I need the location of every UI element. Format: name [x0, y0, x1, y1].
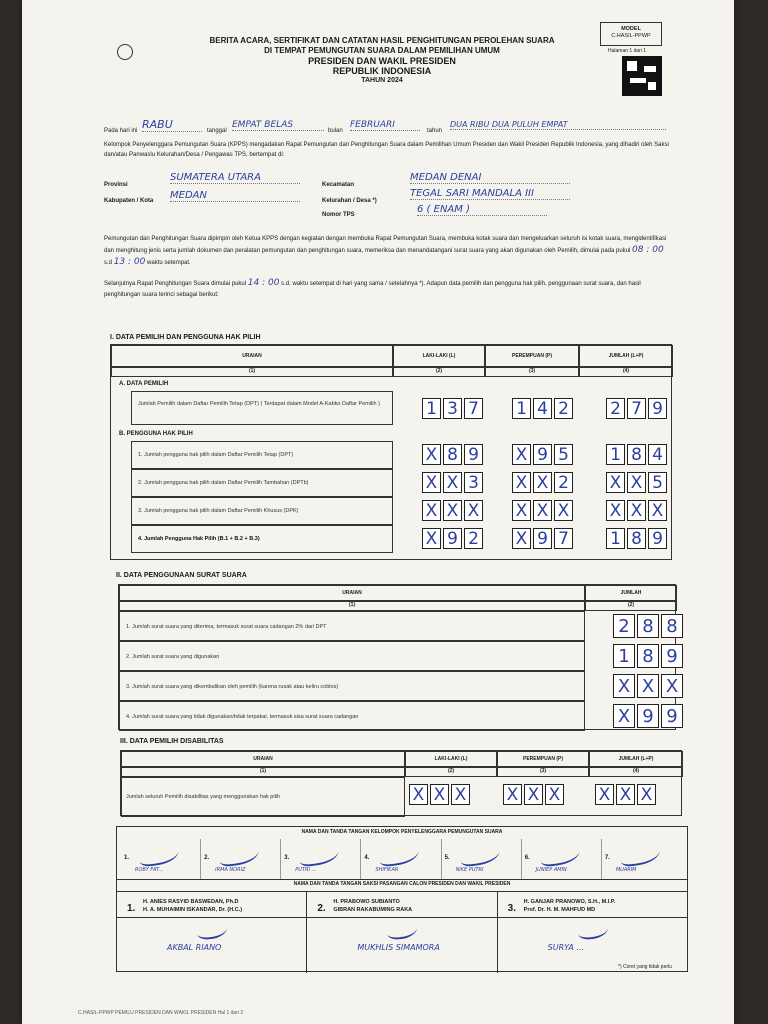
tahun-label: tahun — [427, 128, 443, 134]
signature-scribble-icon — [458, 842, 500, 867]
procedure-paragraph — [104, 234, 670, 269]
tps-value: 6 ( ENAM ) — [417, 204, 547, 216]
digit-box: 7 — [627, 398, 646, 419]
s1-b-row — [131, 469, 393, 497]
digit-box: 8 — [637, 644, 659, 668]
kpps-signature — [442, 839, 522, 879]
time-end: 13 : 00 — [113, 257, 146, 267]
digit-box: X — [533, 472, 552, 493]
s1-b-title: B. PENGGUNA HAK PILIH — [119, 431, 193, 437]
paslon-number: 2. — [317, 903, 326, 914]
s1-b-row-label: 1. Jumlah pengguna hak pilih dalam Daftar Pemilih Tetap (DPT) — [138, 452, 294, 458]
form-title — [132, 36, 632, 86]
pada-hari-label: Pada hari ini — [104, 128, 138, 134]
saksi-signature — [498, 891, 687, 973]
title-line1: BERITA ACARA, SERTIFIKAT DAN CATATAN HASIL PENGHITUNGAN PEROLEHAN SUARA — [209, 36, 555, 45]
digit-box: X — [637, 784, 656, 805]
s2-header-uraian: URAIAN — [342, 590, 362, 596]
digit-box: X — [661, 674, 683, 698]
s1-b-row-label: 4. Jumlah Pengguna Hak Pilih (B.1 + B.2 + B.3) — [138, 536, 260, 542]
digit-box: 2 — [613, 614, 635, 638]
s1-b-row-label: 3. Jumlah pengguna hak pilih dalam Daftar Pemilih Khusus (DPK) — [138, 508, 299, 514]
digit-group — [613, 674, 683, 698]
digit-box: 7 — [554, 528, 573, 549]
intro-paragraph: Kelompok Penyelenggara Pemungutan Suara (KPPS) mengadakan Rapat Pemungutan dan Penghitungan Suara dalam Pemilihan Umum Presiden dan Wakil Presiden Republik Indonesia, yang dihadiri oleh Saksi dan/atau Panwaslu Kelurahan/Desa / Pengawas TPS, bertempat di: — [104, 142, 669, 158]
paslon-number: 1. — [127, 903, 136, 914]
signature-scribble-icon — [577, 921, 609, 940]
digit-box: X — [606, 500, 625, 521]
s3-header-jumlah: JUMLAH (L+P) — [618, 756, 654, 762]
saksi-signature — [307, 891, 497, 973]
digit-box: X — [503, 784, 522, 805]
digit-group — [606, 500, 667, 521]
saksi-title: NAMA DAN TANDA TANGAN SAKSI PASANGAN CALON PRESIDEN DAN WAKIL PRESIDEN — [293, 881, 511, 887]
digit-box: 9 — [464, 444, 483, 465]
s3-header-laki: LAKI-LAKI (L) — [434, 756, 468, 762]
digit-box: X — [627, 500, 646, 521]
kpps-number: 7. — [604, 855, 610, 861]
kecamatan-value: MEDAN DENAI — [410, 172, 570, 184]
kpps-name: ROBY FAT... — [135, 867, 164, 873]
qr-code-icon — [622, 56, 662, 96]
digit-box: 9 — [637, 704, 659, 728]
signature-scribble-icon — [619, 842, 661, 867]
digit-box: 1 — [512, 398, 531, 419]
tps-label: Nomor TPS — [322, 212, 355, 218]
title-line2: DI TEMPAT PEMUNGUTAN SUARA DALAM PEMILIHAN UMUM — [264, 46, 500, 55]
s1-b-row-label: 2. Jumlah pengguna hak pilih dalam Daftar Pemilih Tambahan (DPTb) — [138, 480, 309, 486]
s2-row — [119, 611, 585, 641]
bulan-value: FEBRUARI — [350, 120, 420, 131]
s2-row-label: 4. Jumlah surat suara yang tidak digunakan/tidak terpakai, termasuk sisa surat suara cadangan — [126, 714, 359, 720]
kpps-number: 4. — [364, 855, 370, 861]
digit-box: X — [512, 472, 531, 493]
count-paragraph — [104, 278, 670, 301]
provinsi-label: Provinsi — [104, 182, 128, 188]
digit-box: X — [616, 784, 635, 805]
provinsi-value: SUMATERA UTARA — [170, 172, 300, 184]
s1-header-laki: LAKI-LAKI (L) — [422, 353, 456, 359]
section2-table — [118, 584, 679, 730]
digit-box: X — [554, 500, 573, 521]
digit-box: X — [613, 704, 635, 728]
s2-row-label: 2. Jumlah surat suara yang digunakan — [126, 654, 220, 660]
digit-box: X — [443, 472, 462, 493]
kpps-signature — [121, 839, 201, 879]
section1-title: I. DATA PEMILIH DAN PENGGUNA HAK PILIH — [110, 334, 261, 341]
s3-header-perempuan: PEREMPUAN (P) — [522, 756, 563, 762]
title-line3: PRESIDEN DAN WAKIL PRESIDEN — [308, 56, 456, 66]
kpps-name: PUTRI ... — [295, 867, 317, 873]
digit-box: 3 — [464, 472, 483, 493]
kabupaten-label: Kabupaten / Kota — [104, 198, 154, 204]
digit-group — [613, 704, 683, 728]
s1-b-row — [131, 525, 393, 553]
s2-row-label: 3. Jumlah surat suara yang dikembalikan oleh pemilih (karena rusak atau keliru coblos) — [126, 684, 339, 690]
bulan-label: bulan — [328, 128, 343, 134]
s2-num-1: (1) — [348, 602, 356, 608]
digit-box: X — [627, 472, 646, 493]
digit-box: 4 — [533, 398, 552, 419]
paslon-name-2: H. A. MUHAIMIN ISKANDAR, Dr. (H.C.) — [143, 907, 243, 913]
s2-row-label: 1. Jumlah surat suara yang diterima, termasuk surat suara cadangan 2% dari DPT — [126, 624, 327, 630]
s1-a-row-label: Jumlah Pemilih dalam Daftar Pemilih Tetap (DPT) ( Terdapat dalam Model A-Kabko Daftar Pemilih ) — [138, 401, 380, 407]
kpps-signature — [602, 839, 681, 879]
digit-box: X — [464, 500, 483, 521]
sd2-label: s.d. — [281, 281, 291, 287]
digit-box: X — [512, 444, 531, 465]
s1-b-row — [131, 497, 393, 525]
digit-box: 9 — [648, 528, 667, 549]
digit-box: 8 — [443, 444, 462, 465]
digit-box: X — [512, 528, 531, 549]
s2-row — [119, 701, 585, 731]
s1-num-3: (3) — [528, 368, 536, 374]
procedure-text: Pemungutan dan Penghitungan Suara dipimpin oleh Ketua KPPS dengan kegiatan dengan membuka Rapat Pemungutan Suara, membuka kotak suara dan mengeluarkan seluruh isi kotak suara, mengidentifikasi dan menghitung jenis serta jumlah dokumen dan peralatan pemungutan dan penghitungan suara, memeriksa dan menandatangani surat suara yang akan digunakan oleh Pemilih, dimulai pada pukul — [104, 236, 667, 254]
s2-header-jumlah: JUMLAH — [620, 590, 642, 596]
footnote: *) Coret yang tidak perlu — [618, 964, 672, 970]
s1-a-jumlah — [606, 398, 667, 419]
digit-group — [422, 528, 483, 549]
digit-box: 1 — [606, 444, 625, 465]
s3-jumlah — [595, 784, 656, 805]
s1-num-1: (1) — [248, 368, 256, 374]
digit-box: X — [595, 784, 614, 805]
digit-box: X — [422, 528, 441, 549]
model-badge — [600, 22, 662, 46]
kpps-title: NAMA DAN TANDA TANGAN KELOMPOK PENYELENGGARA PEMUNGUTAN SUARA — [301, 829, 503, 835]
digit-box: 9 — [648, 398, 667, 419]
digit-box: X — [606, 472, 625, 493]
paslon-name-2: Prof. Dr. H. M. MAHFUD MD — [523, 907, 596, 913]
digit-group — [422, 472, 483, 493]
digit-box: 8 — [661, 614, 683, 638]
paslon-name-1: H. GANJAR PRANOWO, S.H., M.I.P. — [523, 899, 616, 905]
kpps-number: 6. — [524, 855, 530, 861]
kelurahan-label: Kelurahan / Desa *) — [322, 198, 377, 204]
digit-box: 1 — [613, 644, 635, 668]
digit-box: 9 — [533, 444, 552, 465]
digit-box: X — [648, 500, 667, 521]
digit-box: X — [512, 500, 531, 521]
kpps-name: NIKE PUTRI — [455, 867, 484, 873]
digit-group — [422, 444, 483, 465]
s1-a-title: A. DATA PEMILIH — [119, 381, 169, 387]
kpps-number: 2. — [204, 855, 210, 861]
digit-box: 2 — [554, 472, 573, 493]
kpps-signature — [361, 839, 441, 879]
digit-box: 8 — [627, 444, 646, 465]
saksi-name: AKBAL RIANO — [167, 943, 222, 952]
digit-group — [512, 444, 573, 465]
digit-group — [512, 472, 573, 493]
digit-box: 1 — [422, 398, 441, 419]
paslon-name-1: H. PRABOWO SUBIANTO — [333, 899, 400, 905]
page-label: Halaman 1 dari 1 — [608, 48, 647, 54]
signature-scribble-icon — [378, 842, 420, 867]
kelurahan-value: TEGAL SARI MANDALA III — [410, 188, 570, 200]
title-line4: REPUBLIK INDONESIA — [332, 66, 432, 76]
day-value: RABU — [142, 118, 202, 132]
digit-box: 2 — [464, 528, 483, 549]
s1-header-jumlah: JUMLAH (L+P) — [608, 353, 644, 359]
s1-num-2: (2) — [435, 368, 443, 374]
s3-perempuan — [503, 784, 564, 805]
s3-row-label: Jumlah seluruh Pemilih disabilitas yang menggunakan hak pilih — [126, 794, 281, 800]
model-label: MODEL — [621, 26, 641, 32]
s1-a-perempuan — [512, 398, 573, 419]
ballot-form-paper — [22, 0, 734, 1024]
kabupaten-value: MEDAN — [170, 190, 300, 202]
digit-box: X — [430, 784, 449, 805]
signature-block — [116, 826, 688, 972]
s1-b-row — [131, 441, 393, 469]
kecamatan-label: Kecamatan — [322, 182, 355, 188]
digit-box: 8 — [637, 614, 659, 638]
digit-box: 9 — [443, 528, 462, 549]
time-count: 14 : 00 — [247, 278, 280, 288]
count-text: Selanjutnya Rapat Penghitungan Suara dimulai pukul — [104, 281, 247, 287]
digit-box: 3 — [443, 398, 462, 419]
paslon-number: 3. — [507, 903, 516, 914]
waktu-label: waktu setempat. — [147, 260, 191, 266]
digit-box: 2 — [554, 398, 573, 419]
digit-box: 7 — [464, 398, 483, 419]
digit-box: 9 — [661, 704, 683, 728]
s2-num-2: (2) — [627, 602, 635, 608]
kpps-signature — [522, 839, 602, 879]
digit-box: X — [533, 500, 552, 521]
digit-box: X — [422, 472, 441, 493]
s2-row — [119, 671, 585, 701]
signature-scribble-icon — [196, 921, 228, 940]
digit-group — [606, 472, 667, 493]
s3-laki — [409, 784, 470, 805]
digit-box: X — [524, 784, 543, 805]
model-code: C.HASIL-PPWP — [611, 33, 651, 39]
digit-box: X — [451, 784, 470, 805]
s1-a-laki — [422, 398, 483, 419]
section1-table — [110, 344, 672, 560]
digit-box: X — [613, 674, 635, 698]
tahun-value: DUA RIBU DUA PULUH EMPAT — [450, 120, 666, 130]
digit-box: X — [443, 500, 462, 521]
signature-scribble-icon — [298, 842, 340, 867]
section3-table — [120, 750, 682, 816]
s3-num-4: (4) — [632, 768, 640, 774]
digit-box: 1 — [606, 528, 625, 549]
kpps-name: SHIFIKAR — [375, 867, 399, 873]
digit-group — [422, 500, 483, 521]
saksi-name: MUKHLIS SIMAMORA — [357, 943, 440, 952]
digit-group — [512, 528, 573, 549]
tanggal-label: tanggal — [207, 128, 227, 134]
s3-num-2: (2) — [447, 768, 455, 774]
saksi-name: SURYA ... — [547, 943, 585, 952]
kpps-name: MUARIM — [615, 867, 637, 873]
digit-group — [512, 500, 573, 521]
saksi-signature — [117, 891, 307, 973]
digit-group — [606, 444, 667, 465]
digit-group — [613, 614, 683, 638]
sd-label: s.d — [104, 260, 113, 266]
signature-scribble-icon — [218, 842, 260, 867]
page-footer: C.HASIL-PPWP PEMILU PRESIDEN DAN WAKIL PRESIDEN Hal 1 dari 2 — [78, 1010, 244, 1016]
signature-scribble-icon — [138, 842, 180, 867]
paslon-name-1: H. ANIES RASYID BASWEDAN, Ph.D — [143, 899, 239, 905]
digit-box: X — [422, 444, 441, 465]
kpu-logo-icon — [117, 44, 133, 60]
kpps-name: IRMA NORIZ — [215, 867, 246, 873]
title-line5: TAHUN 2024 — [361, 77, 403, 84]
digit-group — [606, 528, 667, 549]
s1-header-uraian: URAIAN — [242, 353, 262, 359]
digit-box: 8 — [627, 528, 646, 549]
tanggal-value: EMPAT BELAS — [232, 120, 324, 131]
s1-header-perempuan: PEREMPUAN (P) — [511, 353, 552, 359]
count-text-b: waktu setempat di hari yang sama / setelahnya *). Adapun data pemilih dan pengguna hak pilih, penggunaan surat suara, dan hasil penghitungan suara terinci sebagai berikut: — [104, 281, 641, 298]
digit-box: X — [637, 674, 659, 698]
digit-box: X — [409, 784, 428, 805]
paslon-name-2: GIBRAN RAKABUMING RAKA — [333, 907, 413, 913]
signature-scribble-icon — [387, 921, 419, 940]
section2-title: II. DATA PENGGUNAAN SURAT SUARA — [116, 572, 247, 579]
digit-box: X — [545, 784, 564, 805]
kpps-name: JUNIEP AMIN — [535, 867, 567, 873]
s3-num-3: (3) — [539, 768, 547, 774]
signature-scribble-icon — [539, 842, 581, 867]
digit-box: 9 — [533, 528, 552, 549]
kpps-number: 3. — [284, 855, 290, 861]
s2-row — [119, 641, 585, 671]
digit-box: 5 — [648, 472, 667, 493]
section3-title: III. DATA PEMILIH DISABILITAS — [120, 738, 224, 745]
digit-group — [613, 644, 683, 668]
kpps-number: 5. — [444, 855, 450, 861]
s3-header-uraian: URAIAN — [253, 756, 273, 762]
time-start: 08 : 00 — [632, 245, 664, 255]
digit-box: 2 — [606, 398, 625, 419]
digit-box: X — [422, 500, 441, 521]
digit-box: 9 — [661, 644, 683, 668]
kpps-number: 1. — [124, 855, 130, 861]
s1-num-4: (4) — [622, 368, 630, 374]
kpps-signature — [201, 839, 281, 879]
digit-box: 5 — [554, 444, 573, 465]
kpps-signature — [281, 839, 361, 879]
s3-num-1: (1) — [259, 768, 267, 774]
digit-box: 4 — [648, 444, 667, 465]
